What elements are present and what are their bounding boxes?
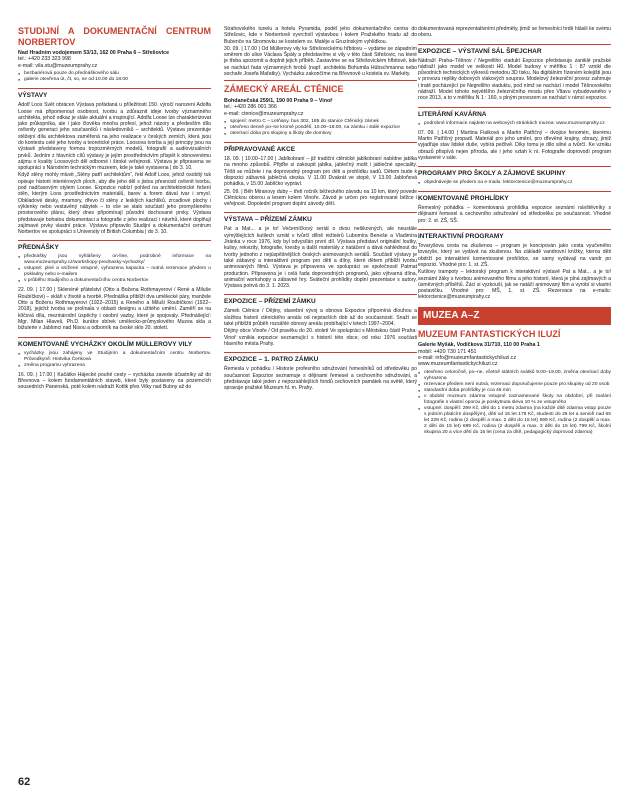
info-list xyxy=(18,351,211,369)
info-list xyxy=(224,119,417,137)
event-text: 30. 09. | 17.00 | Od Müllerovy vily ke Střešovickému hřbitovu – vydáme se západním směrem do ulice Václava Špály a představíme si vily v této části Střešovic, na které je třeba upozornit a doplnit jejich příběh. Zastavíme se na Střešovickém hřbitově, kde se nachází řada významných hrobů (např. architekta Bohumila Hübschmanna nebo sochaře Josefa Mařatky). Vycházku zakončíme na Břevnově u kostela sv. Markéty. xyxy=(224,45,417,78)
subsection-title: PŘIPRAVOVANÉ AKCE xyxy=(224,142,417,154)
column-2 xyxy=(224,26,417,392)
info-list xyxy=(418,370,611,436)
list-item: ● podrobné informace najdete na webových stránkách muzea: www.muzeumprahy.cz xyxy=(418,121,611,127)
subsection-title: PROGRAMY PRO ŠKOLY A ZÁJMOVÉ SKUPINY xyxy=(418,166,611,178)
exhibition-text: Pat a Mat... a je to! Večerníčkový seriál o dvou nešikovných, ale neustále vymýšlejících kutilech vznikl v tvůrčí dílně režisérů Lubomíra Beneše a Vladimíra Jiránka v roce 1976, kdy byl odvysílán první díl. Výstava představí originální loutky, kulisy, rekvizity, fotografie, kresby a další materiály z natáčení a dává nahlédnout do tvorby jednoho z nejúspěšnějších českých animovaných seriálů. Součástí výstavy je také zábavný a interaktivní program pro děti a dílny, které dětem přiblíží tvorbu animovaných filmů. Výstava je připravena ve spolupráci se společností Patmat production. Připravena je i celá řada doprovodných programů, jako výtvarná dílna, animační workshopy a zábavné hry. Sváteční prohlídky doplní prezentace s autory. Výstava potrvá do 3. 1. 2023. xyxy=(224,226,417,290)
subsection-title: VÝSTAVA – PŘÍZEMÍ ZÁMKU xyxy=(224,212,417,224)
phone-line: tel.: +420 286 001 366 xyxy=(224,104,277,111)
info-list xyxy=(18,71,211,83)
list-item: ● objednávejte se předem na e-mailu: lektorctenice@muzeumprahy.cz xyxy=(418,180,611,186)
address-line: Galerie Myšák, Vodičkova 31/710, 110 00 Praha 1 xyxy=(418,342,540,349)
list-item: ● otevírací doba pro skupiny a školy dle domluvy xyxy=(224,131,417,137)
info-list xyxy=(418,121,611,127)
subsection-title: INTERAKTIVNÍ PROGRAMY xyxy=(418,229,611,241)
list-item: ● standardní doba prohlídky je cca 45 min xyxy=(418,388,611,394)
list-item: ● vycházky jsou zahájeny ve Studijním a dokumentačním centru Norbertov. Průvodkyně: Hedvika Čenková xyxy=(18,351,211,363)
subsection-title: EXPOZICE – 1. PATRO ZÁMKU xyxy=(224,352,417,364)
address-line: Bohdanečská 259/1, 190 00 Praha 9 – Vinoř xyxy=(224,97,333,104)
list-item: ● změna programu vyhrazena xyxy=(18,363,211,369)
event-text: 16. 09. | 17.00 | Kačátko Hájecké pouhé cesty – vycházka zavede účastníky až do Břevnova – kolem fundamentálních staveb, které byly postaveny na pozemcích sousedních Panenská, poté kolem nádraží Kotlik přes Vilky nad Bubny až do xyxy=(18,371,211,391)
subsection-title: LITERÁRNÍ KAVÁRNA xyxy=(418,107,611,119)
exhibition-text: dokumentovaná reprezentativními předměty, jimiž se řemeslníci hrdě hlásili ke svému oboru. xyxy=(418,26,611,39)
exhibition-text: Tovaryšova cesta na zkušenou – program je koncipován jako cesta vyučeného tovaryše, který se vydává na zkušenou. Na základě vandrovní knížky, kterou děti obdrží po interaktivní komentované prohlídce, se samy vydávají na vandr po expozici. Vhodné pro: 1. st. ZŠ. xyxy=(418,243,611,268)
section-title-norbertov: STUDIJNÍ A DOKUMENTAČNÍ CENTRUM NORBERTOV xyxy=(18,26,211,47)
section-band-museums: MUZEA A–Z xyxy=(418,307,611,325)
list-item: ● spojení: metro C – Letňany, bus 302, 185 do stanice Ctěnický zámek xyxy=(224,119,417,125)
column-3 xyxy=(418,26,611,439)
exhibition-text: Dějiny obce Vinoře / Od pravěku do 20. století Ve spolupráci s Městskou částí Praha-Vinoř vznikla expozice seznamující s historií této obce, od roku 1976 součásti hlavního města Prahy. xyxy=(224,328,417,347)
subsection-title: EXPOZICE – VÝSTAVNÍ SÁL ŠPEJCHAR xyxy=(418,44,611,56)
exhibition-text: Když stěny mohly mluvit „Stěny patří architektům“, řekl Adolf Loos, jehož osobitý tuk opisuje historii interiérových ploch, aby dle jeho děl s jistou přesností ovlivnit tvorbu, pod nadčasovým stylem Loose. Expozice nabízí pohled na architektonické řešení stěn, kterým Loos prostřednictvím materiálů, barev a forem dával tvar i smysl. Obkladové desky, mramory, dřevo či stěny z lesklých kachlíků, zrcadlové plochy i výklenky nebo vestavěný nábytek – to vše se stalo součástí jeho promyšleného prostorového plánu, který dnes připomínají původní dochované prvky. Výstava představuje bohatou dokumentaci a fotografie z jeho realizací i návrhů, které doplňují zajímavé prvky vlastní práce. Výstavu připravilo Studijní a dokumentační centrum Norbertov ve spolupráci s University of British Columbia | do 3. 10. xyxy=(18,172,211,236)
exhibition-text: Zámek Ctěnice / Dějiny, stavební vývoj a obnova Expozice připomíná dlouhou a složitou historii ctěnického areálu od nejstarších dob až do současnosti. Snaží se také přiblížit průběh rozsáhlé obnovy areálu probíhající v letech 1997–2004. xyxy=(224,308,417,328)
subsection-title: PŘEDNÁŠKY xyxy=(18,240,211,252)
page-number: 62 xyxy=(18,776,31,788)
list-item: ● v období muzeum zdarma vstupné zaznamenané školy na obdobní, při zaslání fotografie s vlastní oporou je poskytnuta sleva 10 % ze vstupného xyxy=(418,394,611,406)
event-text: 25. 09. | Běh Miranovy duby – třetí ročník běžeckého závodu na 10 km, který povede Ctěnickou oborou a lesem kolem Vinoře. Závod je určen pro registrované běžce i veřejnost. Dopolední program doplní závody dětí. xyxy=(224,188,417,208)
subsection-title: KOMENTOVANÉ PROHLÍDKY xyxy=(418,191,611,203)
email-line[interactable]: e-mail: ctenice@muzeumprahy.cz xyxy=(224,110,304,117)
phone-line: mobil: +420 730 171 451 xyxy=(418,348,477,355)
website-link[interactable]: www.muzeumfantastickychiluzi.cz xyxy=(418,361,498,368)
section-title-illusions: MUZEUM FANTASTICKÝCH ILUZÍ xyxy=(418,328,561,339)
event-text: 07. 09. | 14.00 | Martina Fialková a Martin Patřičný – dvojice fenomén, kterému Martin Patřičný propadl. Materiál pro jeho umění, pro dřevěné krajiny, obrazy, jimiž vyjadřuje stav lidské duše, vybírá pečlivě. Díky tomu je dílo silné a tvůrčí. Ke vzniku obrazů přispívá nejen příroda, ale i jeho vztah k ní. Fotografie doprovodí program vystavené v sále. xyxy=(418,129,611,161)
exhibition-text: Kutilovy trampoty – lektorský program k interaktivní výstavě Pat a Mat... a je to! seznámí žáky s tvorbou animovaného filmu a jeho historií, která je plná zajímavých a úsměvných příběhů. Žáci si vyzkouší, jak se natáčí animovaný film a vyrobí si vlastní postavičku. Vhodné pro: MŠ, 1. st. ZŠ. Rezervace na e-mailu: lektorctenice@muzeumprahy.cz xyxy=(418,269,611,301)
exhibition-text: Řemesla v pohádku / Historie profesního sdružování řemeslníků od středověku po současnost Expozice seznamuje s dějinami řemesel a cechovního sdružování, a představuje také jeden z nejrozsáhlejších fondů cechovních památek na světě, který spravuje pražské Muzeum hl. m. Prahy. xyxy=(224,366,417,392)
exhibition-text: Adolf Loos Svět obrácen Výstava pořádaná u příležitosti 150. výročí narození Adolfa Loose má připomenout osobnost, tvorbu a zdůraznit ideje tvorby významného architekta, jehož odkaz je stále aktuální a inspirující. Adolfa Loose lze charakterizovat jako průkopníka, ale i jako člověka mnoha profesí, jehož názory a především dílo ovlivnily generaci jeho současníků i následovníků – architektů. Výstava prezentuje stěžejní díla architektova zaměřená na jeho realizace v českých zemích, která jsou do kontextu celé jeho tvorby a teoretické práce. Loosova tvorba a její principy jsou na výstavě představeny formou trojrozměrných modelů, fotografií a audiovizuálních prvků. Jedním z hlavních cílů výstavy je jejím prostřednictvím přispět k obnovenému zájmu o kvality Loosových děl odborné i široké veřejnosti. Výstava je připravena ve spolupráci s Národním technickým muzeem, kde je také vystavena | do 3. 10. xyxy=(18,102,211,172)
subsection-title: EXPOZICE – PŘÍZEMÍ ZÁMKU xyxy=(224,294,417,306)
list-item: ● vstupné: plné a snížené vstupné, vyhrazena kapacita – nutná rezervace předem u pokladny nebo e-mailem xyxy=(18,266,211,278)
phone-line: tel.: +420 233 323 998 xyxy=(18,56,71,63)
exhibition-text: Nádraží Praha–Těšnov / Negrelliho viadukt Expozice představuje zaniklé pražské nádraží jako model ve velikosti H0. Model budovy v měřítku 1 : 87 vznikl dle původních technických výkresů metodou 3D tisku. Na digitálním řízeném kolejišti jsou v provozu repliky dobových vlakových souprav. Modelový železniční provoz zahrnuje i tratě pocházející po Negrelliho viaduktu, pod nímž se nachází i model Těšnovského nádraží. Model tohoto největšího železničního mostu přes Vltavu vybudovaného v roce 2013, a to v měřítku N 1 : 160, s plným provozem se nachází v rámci expozice. xyxy=(418,57,611,102)
info-list xyxy=(18,254,211,284)
event-text: Strahovského tunelu a hotelu Pyramida, podél jeho dokumentačního centra do Střešovic, kde v Norbertově vyvrcholí výstavbou i kolem Pražského hradu až do Bubenče na Stromovku se kostelem sv. Matěje a Gruzínským vyhlídkou. xyxy=(224,26,417,45)
section-title-ctenice: ZÁMECKÝ AREÁL CTĚNICE xyxy=(224,84,344,95)
list-item: ● přednášky jsou vyhlášeny on-line, podrobné informace na www.muzeumprahy.cz/workshopy-prednasky-vychazky/ xyxy=(18,254,211,266)
email-line[interactable]: e-mail: info@muzeumfantastickychiluzi.cz xyxy=(418,355,517,362)
subsection-title: KOMENTOVANÉ VYCHÁZKY OKOLÍM MÜLLEROVY VILY xyxy=(18,337,211,349)
address-line: Nad Hradním vodojemem 53/13, 162 00 Praha 6 – Střešovice xyxy=(18,50,170,56)
info-list xyxy=(418,180,611,186)
event-text: 18. 09. | 10.00–17.00 | Jablkobraní – již tradiční ctěnické jablkobraní nabídne jablka na mnoho způsobů. Přijďte si zakoupit jablka, jablečný mošt i jablečné speciality. Těšit se můžete i na doprovodný program pro děti a prohlídku sadů. Dětem bude k dispozici zábavná jablečná stezka. V 11.00 Dvakrát ve stopě, V 13.00 Jabloňová pohádka, v 15.00 Jablíčko vypráví. xyxy=(224,156,417,188)
column-1 xyxy=(18,26,211,391)
divider xyxy=(224,80,417,81)
subsection-title: VÝSTAVY xyxy=(18,88,211,100)
list-item: ● rezervace předem není nutná, rezervaci doporučujeme pouze pro skupiny od 20 osob xyxy=(418,382,611,388)
list-item: ● bezbariérová pouze do přednáškového sálu xyxy=(18,71,211,77)
list-item: ● galerie otevřena út, čt, so, ne od 10.00 do 18.00 xyxy=(18,77,211,83)
email-line[interactable]: e-mail: vila.stu@muzeumprahy.cz xyxy=(18,62,98,69)
list-item: ● otevřeno denně po–ne kromě pondělí, 10.00–18.00, na zámku i stálé expozice xyxy=(224,125,417,131)
list-item: ● vstupné: dospělí: 299 Kč, děti do 1 metru zdarma (na každé dítě zdarma vstup pouze s jedním platícím dospělým), děti od 15 let 179 Kč, studenti do 26 let a senioři nad 65 let 229 Kč, rodina (2 dospělí a max. 2 děti do 15 let) 599 Kč, rodina (2 dospělí a max. 2 děti do 15 let) 699 Kč, rodina (2 dospělí a max. 3 děti do 15 let) 799 Kč, školní skupina 20 a více dětí do 15 let (cena za dítě, pedagogický doprovod zdarma) xyxy=(418,406,611,436)
event-text: 22. 09. | 17.00 | Sklenéně přátelství (Otto a Božena Rothmayerovi / René a Miluše Roubíčkovi) – skláři v životě a tvorbě. Přednáška přiblíží dva umělecké páry, manžele Otto a Boženu Rothmayerovi (1922–2015) a Reného a Miluši Roubíčkovi (1922–2018), jejichž tvorba se prolínala v oblasti designu a užitého umění. Zaměří se na klíčová díla, mezinárodní úspěchy i osobní vazby, které je spojovaly. Přednášející: Mgr. Milan Hlaveš, Ph.D. kurátor sbírek umělecko-průmyslového Muzea skla a bižuterie v Jablonci nad Nisou a odborník na české sklo 20. století. xyxy=(18,287,211,332)
list-item: ● v průběhu Studijního a dokumentačního centra Norbertov xyxy=(18,278,211,284)
list-item: ● otevřeno celoročně, po–ne, včetně státních svátků 9.00–19.00, změna otevírací doby vyhrazena xyxy=(418,370,611,382)
exhibition-text: Řemeslný pohádka – komentovaná prohlídka expozice seznámí návštěvníky s dějinami řemesel a cechovního sdružování od středověku po současnost. Vhodné pro: 2. st. ZŠ, SŠ. xyxy=(418,205,611,224)
